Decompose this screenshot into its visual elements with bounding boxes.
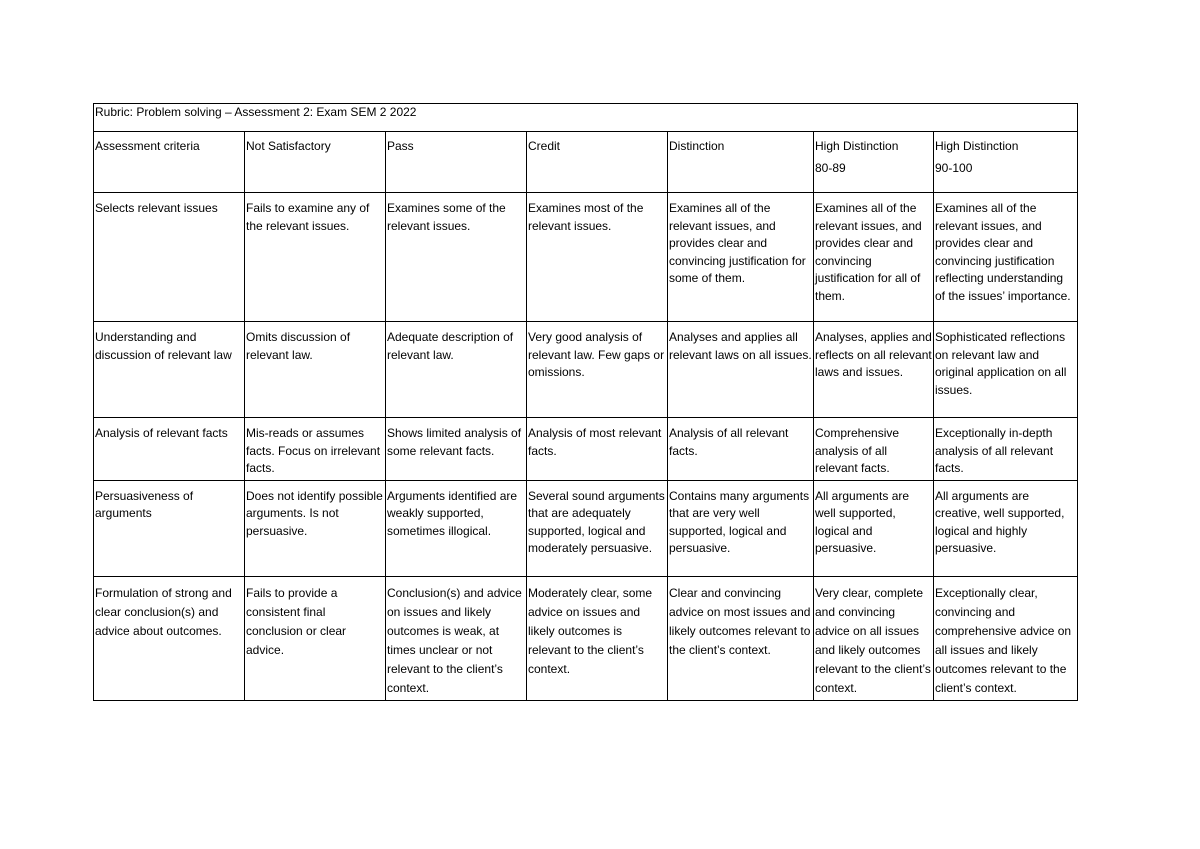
rubric-cell: Comprehensive analysis of all relevant facts. xyxy=(814,418,934,481)
rubric-cell: Examines all of the relevant issues, and provides clear and convincing justification reflecting understanding of the issues’ importance. xyxy=(934,193,1078,322)
rubric-cell: Examines some of the relevant issues. xyxy=(386,193,527,322)
rubric-cell: Several sound arguments that are adequately supported, logical and moderately persuasive. xyxy=(527,480,668,576)
header-cell xyxy=(934,132,1078,193)
rubric-cell: Omits discussion of relevant law. xyxy=(245,322,386,418)
rubric-cell: Moderately clear, some advice on issues and likely outcomes is relevant to the client’s context. xyxy=(527,576,668,700)
header-range: 90-100 xyxy=(935,160,973,175)
header-cell xyxy=(94,132,245,193)
table-row xyxy=(94,480,1078,576)
table-row xyxy=(94,322,1078,418)
rubric-cell: Analyses, applies and reflects on all relevant laws and issues. xyxy=(814,322,934,418)
rubric-cell: All arguments are creative, well supported, logical and highly persuasive. xyxy=(934,480,1078,576)
table-row xyxy=(94,193,1078,322)
rubric-cell: Clear and convincing advice on most issues and likely outcomes relevant to the client’s context. xyxy=(668,576,814,700)
header-label: Not Satisfactory xyxy=(246,139,331,153)
header-label: Credit xyxy=(528,139,561,153)
rubric-cell: Mis-reads or assumes facts. Focus on irrelevant facts. xyxy=(245,418,386,481)
rubric-cell: Arguments identified are weakly supported, sometimes illogical. xyxy=(386,480,527,576)
header-cell xyxy=(668,132,814,193)
title-row xyxy=(94,104,1078,132)
header-cell xyxy=(386,132,527,193)
rubric-cell: Exceptionally in-depth analysis of all relevant facts. xyxy=(934,418,1078,481)
rubric-cell: Conclusion(s) and advice on issues and likely outcomes is weak, at times unclear or not relevant to the client’s context. xyxy=(386,576,527,700)
rubric-cell: Sophisticated reflections on relevant law and original application on all issues. xyxy=(934,322,1078,418)
rubric-cell: Examines all of the relevant issues, and provides clear and convincing justification for some of them. xyxy=(668,193,814,322)
rubric-cell: Fails to examine any of the relevant issues. xyxy=(245,193,386,322)
rubric-cell: Analysis of most relevant facts. xyxy=(527,418,668,481)
rubric-cell: All arguments are well supported, logical and persuasive. xyxy=(814,480,934,576)
rubric-table xyxy=(93,103,1078,701)
rubric-cell: Fails to provide a consistent final conclusion or clear advice. xyxy=(245,576,386,700)
header-label: High Distinction xyxy=(935,139,1019,153)
rubric-cell: Analyses and applies all relevant laws on all issues. xyxy=(668,322,814,418)
rubric-cell: Does not identify possible arguments. Is not persuasive. xyxy=(245,480,386,576)
table-row xyxy=(94,418,1078,481)
criterion-cell: Understanding and discussion of relevant law xyxy=(94,322,245,418)
rubric-cell: Very clear, complete and convincing advice on all issues and likely outcomes relevant to the client’s context. xyxy=(814,576,934,700)
rubric-cell: Examines all of the relevant issues, and provides clear and convincing justification for all of them. xyxy=(814,193,934,322)
criterion-cell: Selects relevant issues xyxy=(94,193,245,322)
criterion-cell: Formulation of strong and clear conclusion(s) and advice about outcomes. xyxy=(94,576,245,700)
rubric-cell: Contains many arguments that are very well supported, logical and persuasive. xyxy=(668,480,814,576)
header-label: Distinction xyxy=(669,139,725,153)
header-cell xyxy=(245,132,386,193)
rubric-title: Rubric: Problem solving – Assessment 2: Exam SEM 2 2022 xyxy=(94,104,1078,132)
rubric-cell: Analysis of all relevant facts. xyxy=(668,418,814,481)
header-label: High Distinction xyxy=(815,139,899,153)
header-label: Assessment criteria xyxy=(95,139,200,153)
header-cell xyxy=(527,132,668,193)
header-label: Pass xyxy=(387,139,414,153)
header-cell xyxy=(814,132,934,193)
rubric-cell: Shows limited analysis of some relevant facts. xyxy=(386,418,527,481)
rubric-cell: Examines most of the relevant issues. xyxy=(527,193,668,322)
rubric-cell: Exceptionally clear, convincing and comprehensive advice on all issues and likely outcomes relevant to the client’s context. xyxy=(934,576,1078,700)
rubric-cell: Adequate description of relevant law. xyxy=(386,322,527,418)
header-range: 80-89 xyxy=(815,160,846,175)
criterion-cell: Analysis of relevant facts xyxy=(94,418,245,481)
rubric-cell: Very good analysis of relevant law. Few gaps or omissions. xyxy=(527,322,668,418)
header-row xyxy=(94,132,1078,193)
criterion-cell: Persuasiveness of arguments xyxy=(94,480,245,576)
table-row xyxy=(94,576,1078,700)
